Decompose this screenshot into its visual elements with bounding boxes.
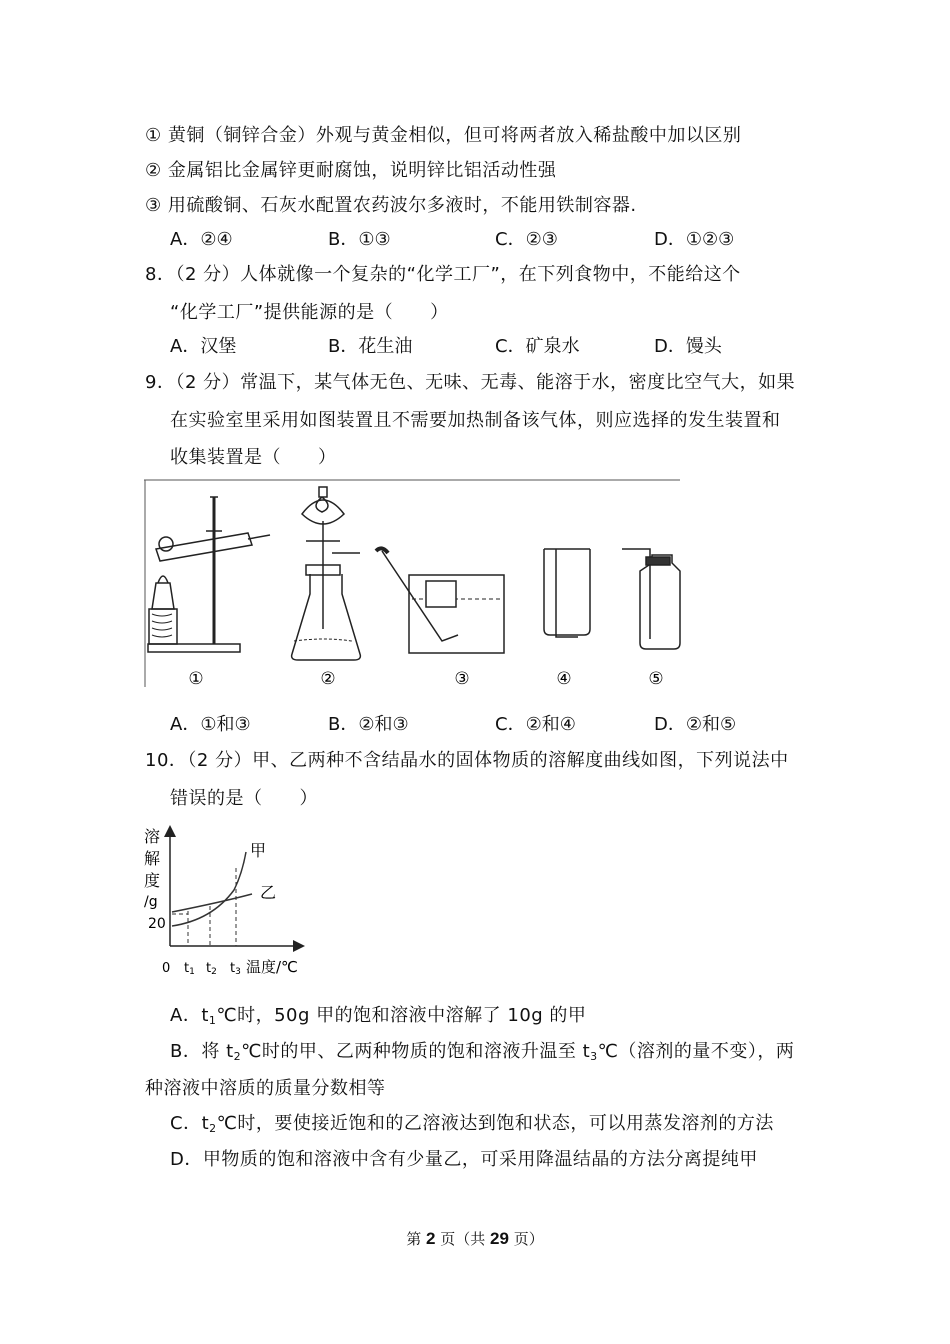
figure-label-3: ③: [454, 669, 470, 689]
q10-option-b-line1: B．将 $t_2℃$时的甲、乙两种物质的饱和溶液升温至 $t_3℃$（溶剂的量不变），两: [170, 1041, 795, 1063]
q10-stem-line2: 错误的是（ ）: [170, 788, 318, 809]
statement-2: ② 金属铝比金属锌更耐腐蚀，说明锌比铝活动性强: [145, 160, 557, 181]
q9-stem-line1: 9．（2 分）常温下，某气体无色、无味、无毒、能溶于水，密度比空气大，如果: [145, 372, 796, 393]
figure-label-1: ①: [188, 669, 204, 689]
q10-option-a: A．$t_1℃$时，50g 甲的饱和溶液中溶解了 10g 的甲: [170, 1005, 587, 1027]
q9-option-a: A．①和③: [170, 714, 251, 735]
x-tick-t2: t2: [206, 961, 217, 977]
figure-label-4: ④: [556, 669, 572, 689]
ylabel-char-3: 度: [144, 871, 161, 890]
q10-option-b-line2: 种溶液中溶质的质量分数相等: [145, 1078, 386, 1099]
q9-option-c: C．②和④: [495, 714, 576, 735]
q8-option-b: B．花生油: [328, 336, 413, 357]
y-tick-20: 20: [148, 916, 166, 932]
q8-option-d: D．馒头: [654, 336, 722, 357]
apparatus-5-gas-bottle: [622, 549, 680, 649]
statement-3: ③ 用硫酸铜、石灰水配置农药波尔多液时，不能用铁制容器.: [145, 195, 637, 216]
statement-1: ① 黄铜（铜锌合金）外观与黄金相似，但可将两者放入稀盐酸中加以区别: [145, 125, 742, 146]
apparatus-figure: [144, 479, 684, 691]
x-tick-t1: t1: [184, 961, 195, 977]
x-axis-label: 温度/℃: [246, 958, 298, 976]
prev-option-c: C．②③: [495, 229, 558, 250]
apparatus-4-upward-collection: [544, 549, 590, 637]
q9-option-d: D．②和⑤: [654, 714, 737, 735]
figure-label-2: ②: [320, 669, 336, 689]
x-tick-t3: t3: [230, 961, 241, 977]
q9-option-b: B．②和③: [328, 714, 409, 735]
figure-label-5: ⑤: [648, 669, 664, 689]
q10-option-c: C．$t_2℃$时，要使接近饱和的乙溶液达到饱和状态，可以用蒸发溶剂的方法: [170, 1113, 774, 1135]
x-origin: 0: [162, 961, 171, 976]
q10-stem-line1: 10．（2 分）甲、乙两种不含结晶水的固体物质的溶解度曲线如图，下列说法中: [145, 750, 789, 771]
prev-option-d: D．①②③: [654, 229, 735, 250]
apparatus-1-heating-setup: [148, 497, 270, 652]
q10-option-d: D．甲物质的饱和溶液中含有少量乙，可采用降温结晶的方法分离提纯甲: [170, 1149, 758, 1170]
page-footer: 第 2 页（共 29 页）: [406, 1229, 544, 1248]
curve-label-yi: 乙: [260, 883, 277, 902]
q8-option-a: A．汉堡: [170, 336, 237, 357]
q8-stem-line1: 8．（2 分）人体就像一个复杂的“化学工厂”，在下列食物中，不能给这个: [145, 264, 741, 285]
q9-stem-line2: 在实验室里采用如图装置且不需要加热制备该气体，则应选择的发生装置和: [170, 410, 781, 431]
apparatus-3-water-trough: [376, 548, 504, 653]
q8-option-c: C．矿泉水: [495, 336, 580, 357]
curve-label-jia: 甲: [250, 841, 267, 860]
ylabel-char-4: /g: [144, 894, 158, 910]
solubility-graph: [142, 822, 312, 982]
ylabel-char-1: 溶: [144, 827, 161, 846]
ylabel-char-2: 解: [144, 849, 161, 868]
q9-stem-line3: 收集装置是（ ）: [170, 447, 337, 468]
prev-option-a: A．②④: [170, 229, 233, 250]
prev-option-b: B．①③: [328, 229, 391, 250]
q8-stem-line2: “化学工厂”提供能源的是（ ）: [170, 302, 449, 323]
apparatus-2-conical-flask: [292, 487, 361, 660]
